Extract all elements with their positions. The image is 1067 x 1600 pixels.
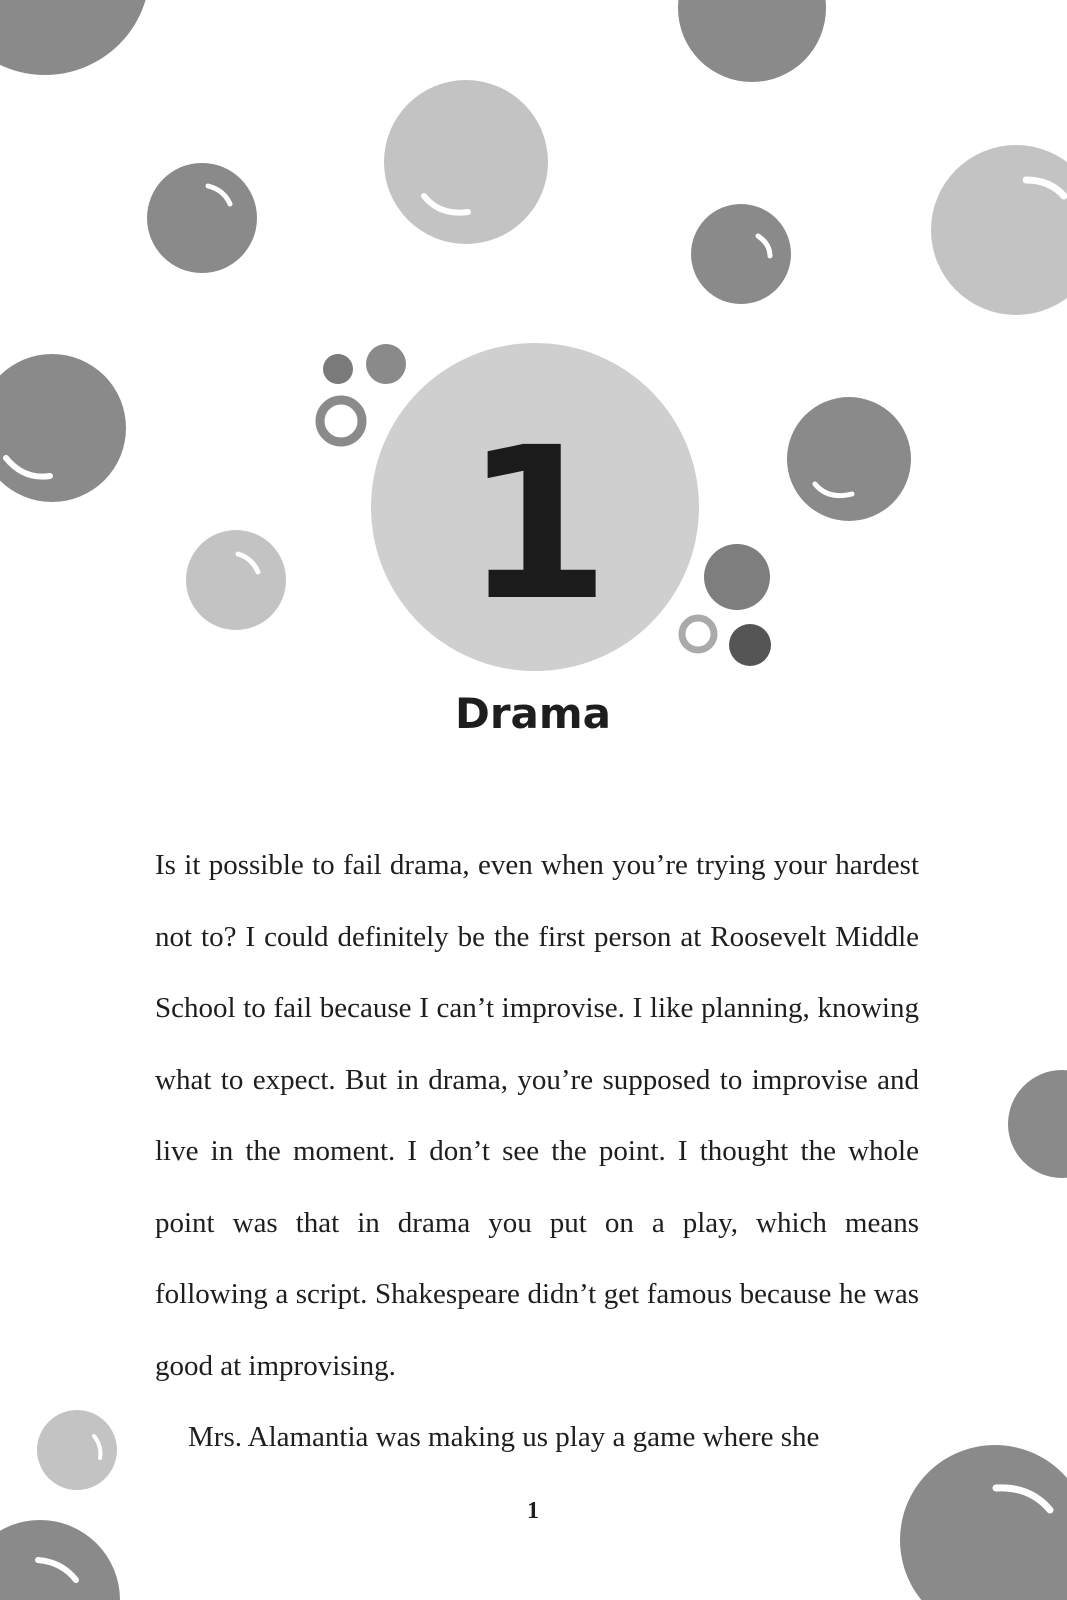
dot <box>366 344 406 384</box>
bubble <box>678 0 826 82</box>
dot <box>704 544 770 610</box>
dot <box>729 624 771 666</box>
bubble <box>0 354 126 502</box>
bubble <box>900 1445 1067 1600</box>
bubble <box>37 1410 117 1490</box>
ring <box>320 400 362 442</box>
bubble <box>384 80 548 244</box>
chapter-title: Drama <box>454 689 612 738</box>
bubble <box>931 145 1067 315</box>
body-text <box>155 830 919 1474</box>
bubble <box>0 0 150 75</box>
bubble <box>186 530 286 630</box>
paragraph: Is it possible to fail drama, even when you’re trying your hardest not to? I could definitely be the first person at Roosevelt Middle School to fail because I can’t improvise. I like planning, knowing what to expect. But in drama, you’re supposed to improvise and live in the moment. I don’t see the point. I thought the whole point was that in drama you put on a play, which means following a script. Shakespeare didn’t get famous because he was good at improvising. <box>155 849 919 1382</box>
paragraph: Mrs. Alamantia was making us play a game where she <box>188 1421 820 1453</box>
chapter-number: 1 <box>463 402 611 647</box>
bubble <box>1008 1070 1067 1178</box>
bubble <box>787 397 911 521</box>
dot <box>323 354 353 384</box>
page-number: 1 <box>527 1498 539 1524</box>
bubble <box>0 1520 120 1600</box>
bubble <box>691 204 791 304</box>
bubble <box>147 163 257 273</box>
